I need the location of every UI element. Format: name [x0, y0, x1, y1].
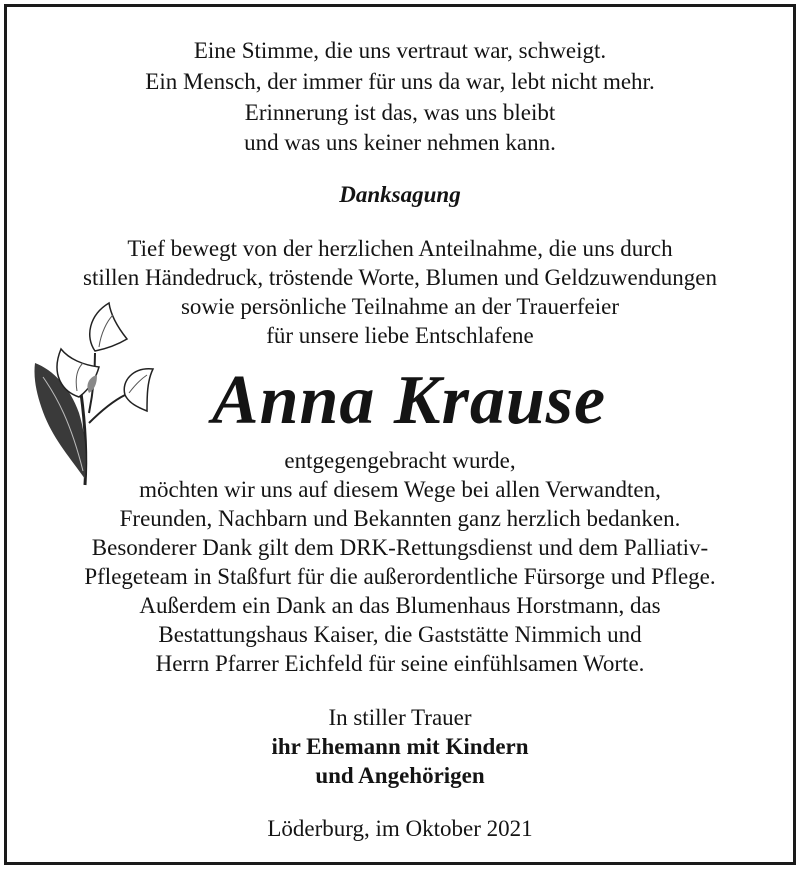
poem-line-1: Eine Stimme, die uns vertraut war, schweigt.	[193, 38, 607, 63]
poem-line-2: Ein Mensch, der immer für uns da war, lebt nicht mehr.	[145, 69, 655, 94]
body-line-5: Pflegeteam in Staßfurt für die außerordentliche Fürsorge und Pflege.	[84, 564, 716, 589]
body-line-4: Besonderer Dank gilt dem DRK-Rettungsdienst und dem Palliativ-	[91, 535, 709, 560]
intro-line-2: stillen Händedruck, tröstende Worte, Blumen und Geldzuwendungen	[83, 265, 717, 290]
signatory-line-1: ihr Ehemann mit Kindern	[271, 734, 529, 759]
place-date: Löderburg, im Oktober 2021	[267, 816, 533, 841]
signatory-line-2: und Angehörigen	[315, 763, 485, 788]
intro-line-4: für unsere liebe Entschlafene	[266, 323, 534, 348]
obituary-notice	[4, 4, 796, 865]
poem-line-3: Erinnerung ist das, was uns bleibt	[244, 100, 556, 125]
intro-line-3: sowie persönliche Teilnahme an der Trauerfeier	[180, 294, 619, 319]
body-line-3: Freunden, Nachbarn und Bekannten ganz herzlich bedanken.	[119, 506, 681, 531]
body-line-7: Bestattungshaus Kaiser, die Gaststätte Nimmich und	[158, 622, 642, 647]
deceased-name: Anna Krause	[211, 362, 607, 439]
body-line-8: Herrn Pfarrer Eichfeld für seine einfühlsamen Worte.	[155, 651, 645, 676]
body-line-6: Außerdem ein Dank an das Blumenhaus Horstmann, das	[139, 593, 661, 618]
mourning-line: In stiller Trauer	[328, 705, 472, 730]
poem-line-4: und was uns keiner nehmen kann.	[244, 130, 556, 155]
body-line-2: möchten wir uns auf diesem Wege bei allen Verwandten,	[139, 477, 661, 502]
heading-danksagung: Danksagung	[339, 182, 461, 207]
body-line-1: entgegengebracht wurde,	[284, 448, 516, 473]
intro-line-1: Tief bewegt von der herzlichen Anteilnahme, die uns durch	[127, 236, 673, 261]
